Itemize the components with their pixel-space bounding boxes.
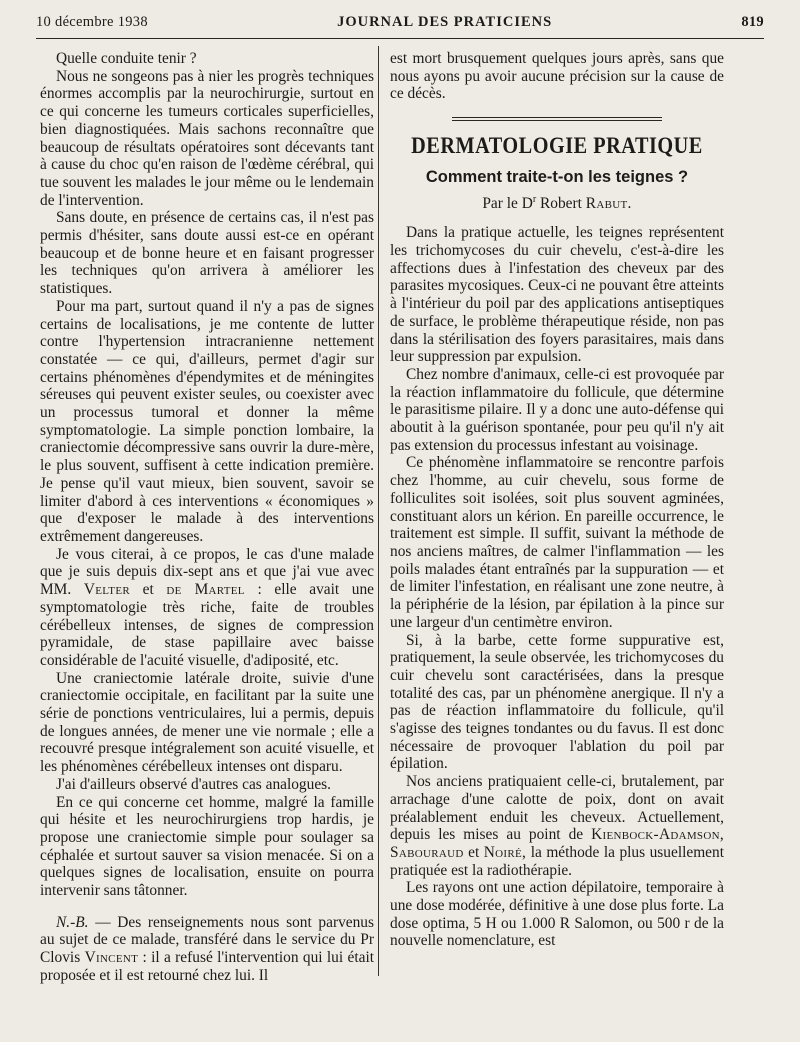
author-name: de Martel	[166, 581, 245, 599]
section-title: DERMATOLOGIE PRATIQUE	[411, 133, 703, 159]
nota-bene	[40, 914, 374, 985]
header-rule	[36, 38, 764, 39]
nota-bene-label: N.-B.	[56, 913, 89, 931]
header-date: 10 décembre 1938	[36, 14, 148, 30]
text-run: Je vous citerai, à ce propos, le cas d'une malade que je suis depuis dix-sept ans et que j'ai vue avec MM.	[40, 545, 374, 599]
right-column	[390, 50, 724, 950]
article-title: Comment traite-t-on les teignes ?	[425, 167, 689, 186]
author-name: Sabouraud	[390, 843, 464, 861]
text-run: : il a refusé l'intervention qui lui était proposée et il est retourné chez lui. Il	[40, 949, 374, 984]
paragraph: Si, à la barbe, cette forme suppurative est, pratiquement, la seule observée, les trichomycoses du cuir chevelu sont caractérisées, dans la presque totalité des cas, par un phénomène anergique. Il n'y a pas de réaction inflammatoire du follicule, qu'il s'agisse des teignes tondantes ou du favus. Il est donc nécessaire de provoquer l'ablation du poil par épilation.	[390, 631, 724, 773]
column-divider	[378, 46, 379, 976]
text-run: : elle avait une symptomatologie très riche, faite de troubles cérébelleux intenses, de signes de compression pyramidale, de stase papillaire avec baisse considérable de l'acuité visuelle, d'adiposité, etc.	[40, 581, 374, 669]
author-name: Noiré,	[483, 843, 527, 861]
section-rule	[452, 117, 662, 121]
text-run: Par le D	[482, 194, 533, 212]
text-run: Robert	[540, 194, 582, 212]
paragraph: Nous ne songeons pas à nier les progrès techniques énormes accomplis par la neurochirurgie, surtout en ce qui concerne les tumeurs corticales superficielles, bien diagnostiquées. Mais sachons reconnaître que beaucoup de résultats opératoires sont décevants tant à cause du choc qu'en raison de l'œdème cérébral, qui tue souvent les malades le jour même ou le lendemain de l'intervention.	[40, 67, 374, 209]
paragraph: Quelle conduite tenir ?	[56, 50, 197, 67]
paragraph	[390, 773, 724, 879]
paragraph: Dans la pratique actuelle, les teignes représentent les trichomycoses du cuir chevelu, c'est-à-dire les affections dues à l'infestation des cheveux par des parasites mycosiques. Ceux-ci ne pouvant être atteints à l'intérieur du poil par des applications antiseptiques de surface, le problème thérapeutique réside, non pas dans la stérilisation des foyers parasitaires, mais dans leur suppression par expulsion.	[390, 224, 724, 366]
running-header	[36, 14, 764, 38]
header-journal-title: JOURNAL DES PRATICIENS	[337, 14, 553, 30]
text-run: et	[468, 843, 480, 861]
text-run: Nos anciens pratiquaient celle-ci, brutalement, par arrachage d'une calotte de poix, dont on avait préalablement enduit les cheveux. Actuellement, depuis les mises au point de	[390, 773, 724, 844]
paragraph: En ce qui concerne cet homme, malgré la famille qui hésite et les neurochirurgiens trop hardis, je propose une craniectomie simple pour soulager sa céphalée et surtout sauver sa vision menacée. Si on a quelques signes de localisation, ensuite on pourra intervenir sans tâtonner.	[40, 793, 374, 900]
text-run: la méthode la plus usuellement pratiquée est la radiothérapie.	[390, 843, 724, 879]
article-byline	[390, 191, 724, 213]
text-run: et	[142, 581, 154, 599]
paragraph: est mort brusquement quelques jours après, sans que nous ayons pu avoir aucune précision sur la cause de ce décès.	[390, 50, 724, 103]
left-column	[40, 50, 374, 985]
paragraph: Les rayons ont une action dépilatoire, temporaire à une dose modérée, définitive à une dose plus forte. La dose optima, 5 H ou 1.000 R Salomon, ou 500 r de la nouvelle nomenclature, est	[390, 879, 724, 950]
paragraph: Pour ma part, surtout quand il n'y a pas de signes certains de localisations, je me contente de lutter contre l'hypertension intracranienne nettement constatée — ce qui, d'ailleurs, permet d'agir sur certains phénomènes d'épendymites et de méningites séreuses qui peuvent exister seules, ou coexister avec un processus tumoral et donner la même symptomatologie. La simple ponction lombaire, la craniectomie décompressive sans ouvrir la dure-mère, le plus souvent, suffisent à cette indication première. Je pense qu'il vaut mieux, bien souvent, savoir se limiter d'abord à ces interventions « économiques » que d'exposer le malade à des interventions extrêmement dangereuses.	[40, 297, 374, 545]
author-name: Kienbock-Adamson,	[591, 826, 724, 844]
author-name: Vincent	[84, 949, 139, 967]
paragraph: Chez nombre d'animaux, celle-ci est provoquée par la réaction inflammatoire du follicule, que détermine le parasitisme pilaire. Il y a donc une auto-défense qui aboutit à la guérison spontanée, pour peu qu'il n'y ait pas extension du processus infestant au voisinage.	[390, 365, 724, 454]
paragraph: Ce phénomène inflammatoire se rencontre parfois chez l'homme, au cuir chevelu, sous forme de folliculites soit isolées, soit plus souvent agminées, constituant alors un kérion. En pareille occurrence, le traitement est simple. Il suffit, suivant la méthode de nos anciens maîtres, de calmer l'inflammation — les poils malades étant entraînés par la suppuration — et de limiter l'infestation, en réalisant une zone neutre, à la périphérie de la lésion, par épilation à la pince sur une largeur d'un centimètre environ.	[390, 454, 724, 631]
text-run: — Des renseignements nous sont parvenus au sujet de ce malade, transféré dans le service du Pr Clovis	[40, 913, 374, 967]
author-name: Velter	[83, 581, 130, 599]
paragraph	[40, 546, 374, 670]
paragraph: Une craniectomie latérale droite, suivie d'une craniectomie occipitale, en facilitant par la suite une série de ponctions ventriculaires, lui a permis, depuis de longues années, de mener une vie normale ; elle a recouvré presque intégralement son acuité visuelle, et les phénomènes cérébelleux intenses ont disparu.	[40, 669, 374, 776]
paragraph: Sans doute, en présence de certains cas, il n'est pas permis d'hésiter, sans doute aussi est-ce en opérant beaucoup et de bonne heure et en faisant progresser les techniques qu'on arrivera à améliorer les statistiques.	[40, 209, 374, 298]
author-name: Rabut.	[585, 194, 632, 212]
text-run: r	[532, 193, 537, 205]
paragraph: J'ai d'ailleurs observé d'autres cas analogues.	[56, 775, 331, 793]
header-page-number: 819	[741, 14, 764, 30]
